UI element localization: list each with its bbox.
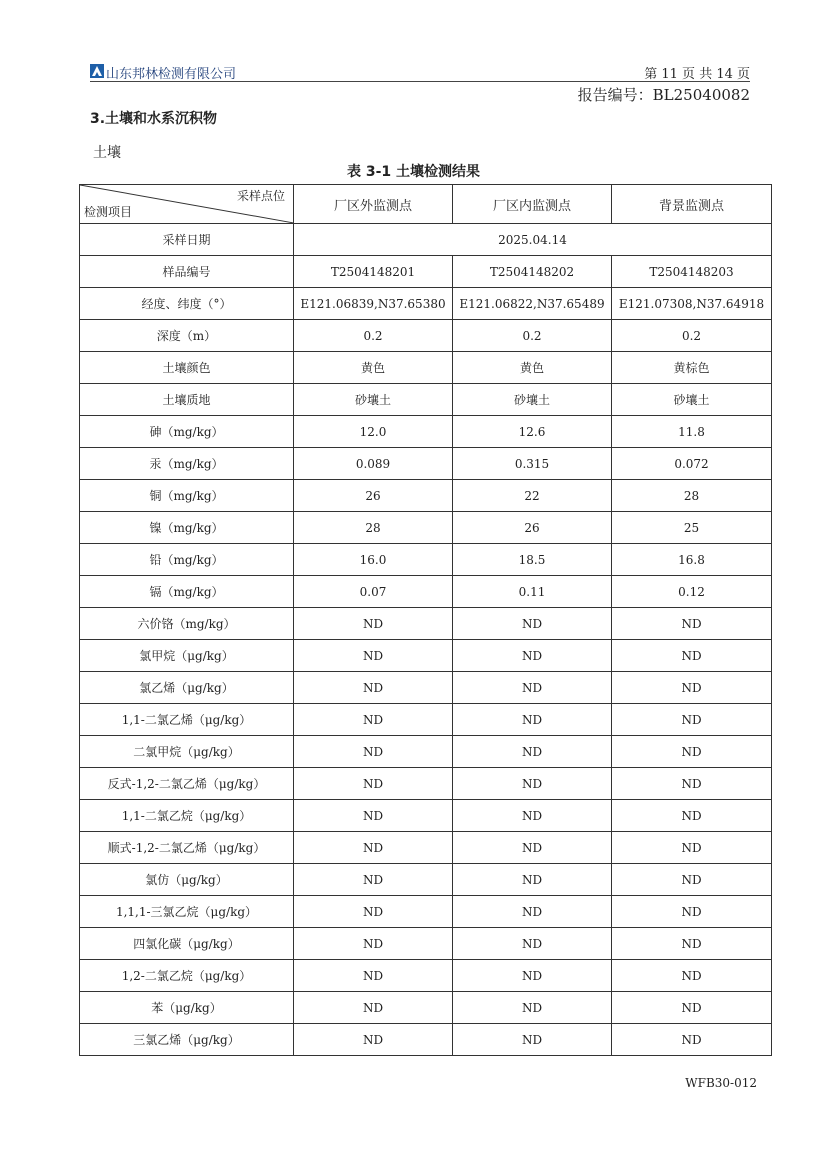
table-row: [80, 448, 772, 480]
row-label: 氯仿（μg/kg）: [80, 864, 294, 896]
table-cell: 28: [612, 480, 772, 512]
table-cell: 12.0: [294, 416, 453, 448]
page-number: 第 11 页 共 14 页: [644, 67, 750, 82]
table-cell: 12.6: [453, 416, 612, 448]
row-label: 土壤颜色: [80, 352, 294, 384]
table-cell: ND: [294, 704, 453, 736]
table-cell: ND: [294, 992, 453, 1024]
corner-bottom-label: 检测项目: [84, 205, 133, 219]
table-cell: ND: [453, 960, 612, 992]
row-label: 顺式-1,2-二氯乙烯（μg/kg）: [80, 832, 294, 864]
table-row: [80, 352, 772, 384]
report-number: 报告编号：BL25040082: [577, 86, 750, 104]
company-logo-icon: [90, 64, 104, 78]
table-cell: 0.2: [453, 320, 612, 352]
company-name: 山东邦林检测有限公司: [106, 67, 237, 82]
table-cell: 0.072: [612, 448, 772, 480]
row-label: 铜（mg/kg）: [80, 480, 294, 512]
table-cell: ND: [453, 768, 612, 800]
subsection-title: 土壤: [93, 145, 121, 161]
table-cell: ND: [612, 832, 772, 864]
table-cell: 25: [612, 512, 772, 544]
row-label: 氯乙烯（μg/kg）: [80, 672, 294, 704]
table-cell: ND: [612, 768, 772, 800]
table-cell: E121.07308,N37.64918: [612, 288, 772, 320]
table-cell: 砂壤土: [453, 384, 612, 416]
table-cell: ND: [612, 992, 772, 1024]
table-cell: 0.2: [612, 320, 772, 352]
table-cell: ND: [294, 832, 453, 864]
table-cell: ND: [612, 736, 772, 768]
table-cell: ND: [453, 928, 612, 960]
row-label: 三氯乙烯（μg/kg）: [80, 1024, 294, 1056]
row-label: 汞（mg/kg）: [80, 448, 294, 480]
table-cell: ND: [294, 896, 453, 928]
table-cell: ND: [294, 768, 453, 800]
table-cell: 28: [294, 512, 453, 544]
row-label: 1,1-二氯乙烷（μg/kg）: [80, 800, 294, 832]
row-label: 铅（mg/kg）: [80, 544, 294, 576]
table-cell: ND: [453, 640, 612, 672]
row-label: 苯（μg/kg）: [80, 992, 294, 1024]
table-row: [80, 736, 772, 768]
table-cell: ND: [612, 928, 772, 960]
table-cell: ND: [453, 704, 612, 736]
table-cell: 黄棕色: [612, 352, 772, 384]
table-cell: E121.06839,N37.65380: [294, 288, 453, 320]
table-row: [80, 608, 772, 640]
row-label: 采样日期: [80, 224, 294, 256]
table-cell: ND: [453, 608, 612, 640]
row-label: 1,2-二氯乙烷（μg/kg）: [80, 960, 294, 992]
table-cell: ND: [453, 1024, 612, 1056]
column-header: 厂区内监测点: [453, 185, 612, 224]
table-cell: T2504148201: [294, 256, 453, 288]
table-cell: T2504148203: [612, 256, 772, 288]
table-cell: 0.11: [453, 576, 612, 608]
table-row: [80, 928, 772, 960]
table-cell: 22: [453, 480, 612, 512]
table-cell: ND: [294, 1024, 453, 1056]
table-cell: ND: [453, 672, 612, 704]
table-cell: ND: [453, 896, 612, 928]
table-cell: ND: [612, 800, 772, 832]
row-label: 四氯化碳（μg/kg）: [80, 928, 294, 960]
column-header: 厂区外监测点: [294, 185, 453, 224]
table-cell: 18.5: [453, 544, 612, 576]
sampling-date: 2025.04.14: [294, 224, 772, 256]
table-cell: ND: [294, 928, 453, 960]
table-cell: ND: [612, 704, 772, 736]
table-cell: ND: [453, 736, 612, 768]
table-cell: ND: [453, 800, 612, 832]
table-cell: T2504148202: [453, 256, 612, 288]
table-cell: ND: [612, 960, 772, 992]
table-cell: 0.12: [612, 576, 772, 608]
table-cell: ND: [453, 864, 612, 896]
section-title: 3.土壤和水系沉积物: [90, 111, 218, 127]
row-label: 反式-1,2-二氯乙烯（μg/kg）: [80, 768, 294, 800]
row-label: 砷（mg/kg）: [80, 416, 294, 448]
header-divider: [90, 81, 750, 82]
row-label: 镍（mg/kg）: [80, 512, 294, 544]
table-cell: ND: [612, 640, 772, 672]
row-label: 二氯甲烷（μg/kg）: [80, 736, 294, 768]
row-label: 六价铬（mg/kg）: [80, 608, 294, 640]
table-cell: ND: [612, 672, 772, 704]
table-cell: 11.8: [612, 416, 772, 448]
table-row: [80, 416, 772, 448]
row-label: 经度、纬度（°）: [80, 288, 294, 320]
table-row: [80, 640, 772, 672]
table-row: [80, 384, 772, 416]
table-row: [80, 960, 772, 992]
table-row: [80, 320, 772, 352]
row-label: 镉（mg/kg）: [80, 576, 294, 608]
table-cell: ND: [294, 672, 453, 704]
table-row: [80, 672, 772, 704]
table-cell: 26: [453, 512, 612, 544]
table-cell: ND: [294, 736, 453, 768]
table-row: [80, 288, 772, 320]
table-row: [80, 256, 772, 288]
page-header: [90, 62, 750, 80]
table-row: [80, 768, 772, 800]
table-cell: 砂壤土: [612, 384, 772, 416]
table-row: [80, 832, 772, 864]
table-cell: 0.315: [453, 448, 612, 480]
table-cell: ND: [612, 608, 772, 640]
table-cell: ND: [612, 1024, 772, 1056]
form-code: WFB30-012: [685, 1076, 757, 1090]
table-header-row: [80, 185, 772, 224]
table-cell: 16.0: [294, 544, 453, 576]
table-cell: ND: [294, 608, 453, 640]
table-cell: ND: [294, 864, 453, 896]
table-cell: E121.06822,N37.65489: [453, 288, 612, 320]
corner-top-label: 采样点位: [236, 189, 285, 203]
table-cell: 砂壤土: [294, 384, 453, 416]
table-cell: 黄色: [453, 352, 612, 384]
table-cell: 26: [294, 480, 453, 512]
table-row: [80, 704, 772, 736]
table-cell: ND: [294, 800, 453, 832]
table-cell: 0.07: [294, 576, 453, 608]
table-cell: 16.8: [612, 544, 772, 576]
row-label: 氯甲烷（μg/kg）: [80, 640, 294, 672]
corner-cell: [80, 185, 294, 224]
table-row: [80, 576, 772, 608]
row-label: 1,1,1-三氯乙烷（μg/kg）: [80, 896, 294, 928]
table-cell: 0.089: [294, 448, 453, 480]
table-row: [80, 512, 772, 544]
table-row: [80, 992, 772, 1024]
table-row: [80, 896, 772, 928]
row-label: 1,1-二氯乙烯（μg/kg）: [80, 704, 294, 736]
table-row: [80, 544, 772, 576]
row-label: 样品编号: [80, 256, 294, 288]
table-cell: ND: [294, 960, 453, 992]
table-row: [80, 800, 772, 832]
table-cell: 黄色: [294, 352, 453, 384]
table-cell: ND: [453, 832, 612, 864]
table-row: [80, 224, 772, 256]
row-label: 土壤质地: [80, 384, 294, 416]
table-cell: ND: [612, 864, 772, 896]
row-label: 深度（m）: [80, 320, 294, 352]
table-row: [80, 1024, 772, 1056]
table-caption: 表 3-1 土壤检测结果: [346, 164, 481, 180]
soil-results-table: [79, 184, 772, 1056]
table-row: [80, 480, 772, 512]
column-header: 背景监测点: [612, 185, 772, 224]
table-cell: 0.2: [294, 320, 453, 352]
table-row: [80, 864, 772, 896]
table-cell: ND: [294, 640, 453, 672]
table-cell: ND: [612, 896, 772, 928]
table-cell: ND: [453, 992, 612, 1024]
